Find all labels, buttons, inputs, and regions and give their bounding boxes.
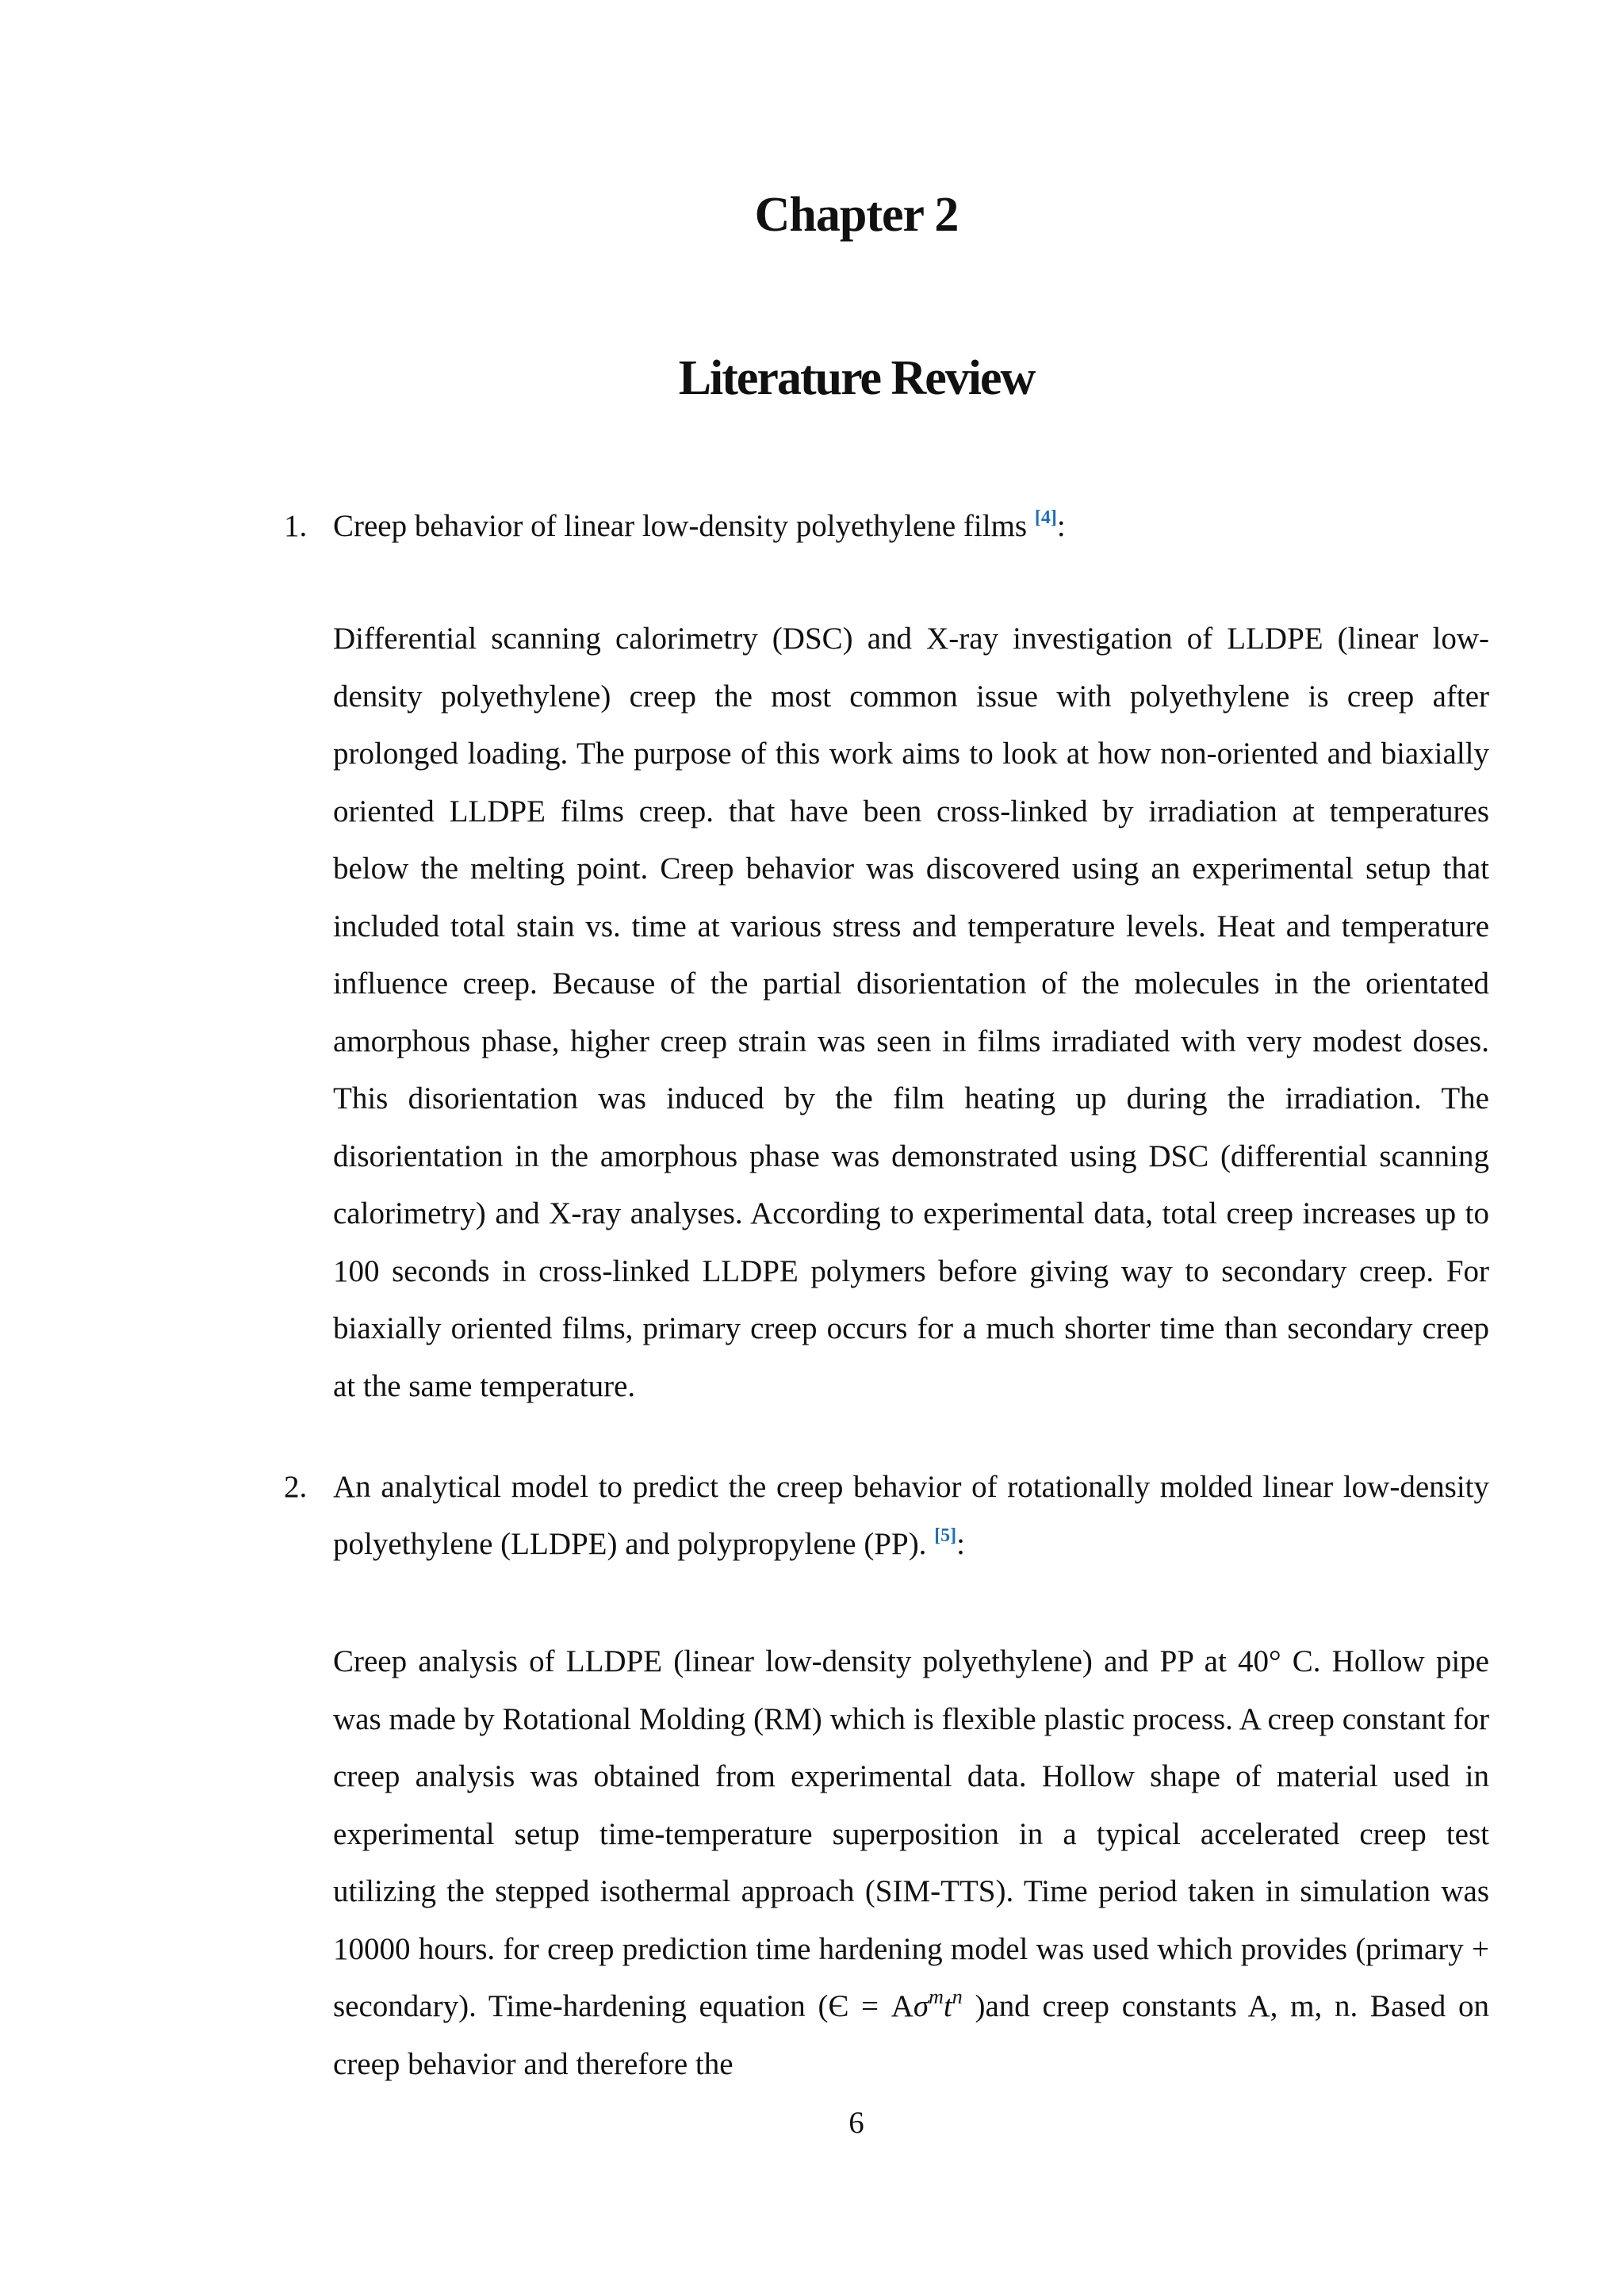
citation-link[interactable]: [5] [934,1525,957,1546]
formula-t: t [943,1989,952,2023]
list-item-2-paragraph [333,1633,1489,2093]
paragraph-text: Differential scanning calorimetry (DSC) and X-ray investigation of LLDPE (linear low-density polyethylene) creep the most common issue with polyethylene is creep after prolonged loading. The purpose of this work aims to look at how non-oriented and biaxially oriented LLDPE films creep. that have been cross-linked by irradiation at temperatures below the melting point. Creep behavior was discovered using an experimental setup that included total stain vs. time at various stress and temperature levels. Heat and temperature influence creep. Because of the partial disorientation of the molecules in the orientated amorphous phase, higher creep strain was seen in films irradiated with very modest doses. This disorientation was induced by the film heating up during the irradiation. The disorientation in the amorphous phase was demonstrated using DSC (differential scanning calorimetry) and X-ray analyses. According to experimental data, total creep increases up to 100 seconds in cross-linked LLDPE polymers before giving way to secondary creep. For biaxially oriented films, primary creep occurs for a much shorter time than secondary creep at the same temperature. [333,622,1489,1403]
citation-link[interactable]: [4] [1034,507,1057,528]
section-title: Literature Review [678,351,1035,405]
list-item-number: 2. [284,1470,308,1504]
heading-colon: : [956,1527,966,1561]
formula-exponent-m: m [929,1985,944,2008]
list-item-heading-text: An analytical model to predict the creep behavior of rotationally molded linear low-density polyethylene (LLDPE) and polypropylene (PP). [333,1470,1489,1561]
list-item-1-paragraph [333,610,1489,1415]
list-item-heading-text: Creep behavior of linear low-density polyethylene films [333,509,1028,543]
paragraph-text-end: )and creep constants A, m, n. Based on creep behavior and therefore the [333,1989,1489,2081]
list-item-1-heading [284,498,1489,555]
formula-exponent-n: n [952,1985,963,2008]
list-item-2-heading [284,1459,1489,1573]
chapter-title: Chapter 2 [754,188,959,242]
formula-sigma: σ [913,1989,929,2023]
heading-colon: : [1056,509,1066,543]
list-item-number: 1. [284,509,308,543]
page-number: 6 [848,2106,864,2140]
paragraph-text [333,1633,1489,2093]
paragraph-text-start: Creep analysis of LLDPE (linear low-density polyethylene) and PP at 40° C. Hollow pipe was made by Rotational Molding (RM) which is flexible plastic process. A creep constant for creep analysis was obtained from experimental data. Hollow shape of material used in experimental setup time-temperature superposition in a typical accelerated creep test utilizing the stepped isothermal approach (SIM-TTS). Time period taken in simulation was 10000 hours. for creep prediction time hardening model was used which provides (primary + secondary). Time-hardening equation (Є = A [333,1644,1489,2023]
